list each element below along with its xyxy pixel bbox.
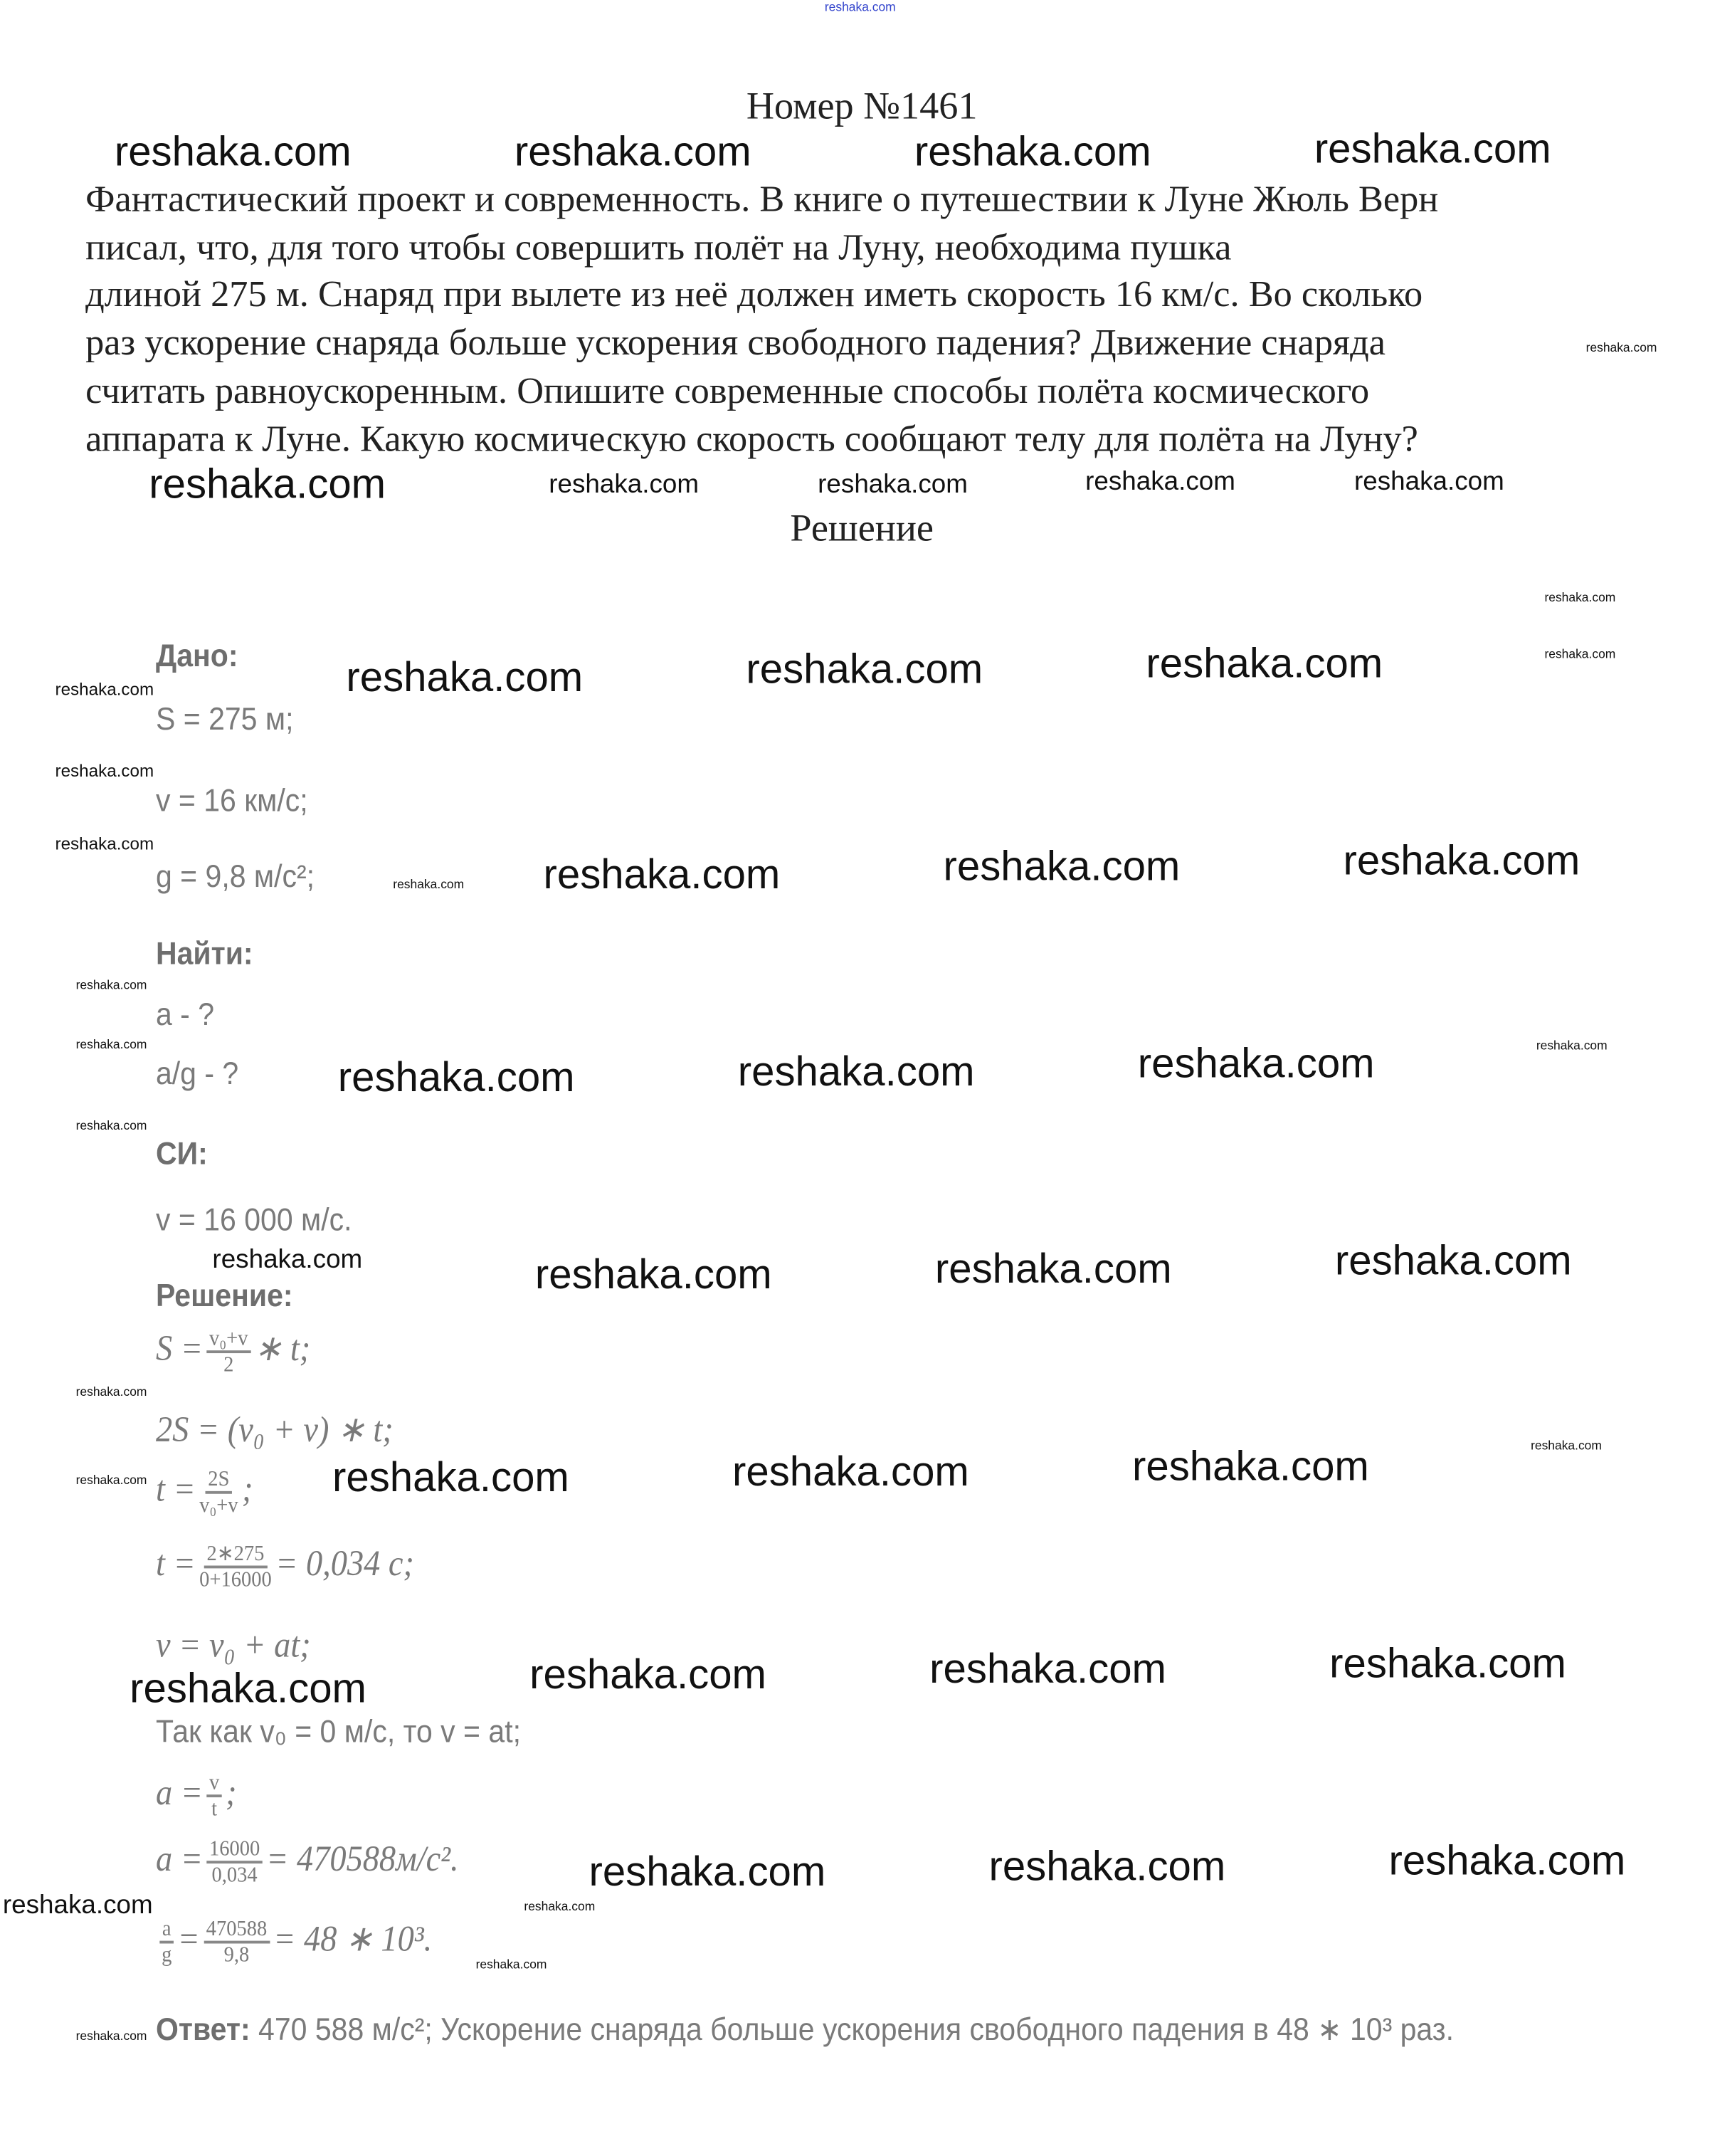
watermark-text: reshaka.com	[914, 130, 1151, 176]
watermark-text: reshaka.com	[1585, 340, 1657, 355]
si-label: СИ:	[155, 1135, 208, 1172]
problem-line: писал, что, для того чтобы совершить полёт на Луну, необходима пушка	[85, 226, 1232, 268]
watermark-text: reshaka.com	[746, 646, 983, 693]
problem-line: считать равноускоренным. Опишите современные способы полёта космического	[85, 369, 1370, 411]
watermark-text: reshaka.com	[393, 877, 465, 891]
answer	[156, 2011, 1454, 2048]
answer-label: Ответ:	[155, 2011, 250, 2047]
watermark-text: reshaka.com	[55, 680, 154, 700]
watermark-text: reshaka.com	[1354, 467, 1504, 497]
watermark-text: reshaka.com	[549, 470, 700, 500]
formula-acceleration-value: a = $\frac{16000}{0,034}$ = 470588м/с².	[155, 1837, 459, 1888]
header-watermark: reshaka.com	[824, 0, 896, 14]
watermark-text: reshaka.com	[55, 761, 154, 781]
watermark-text: reshaka.com	[1544, 646, 1616, 661]
watermark-text: reshaka.com	[514, 130, 751, 176]
find-ratio: a/g - ?	[155, 1055, 239, 1091]
problem-line: раз ускорение снаряда больше ускорения свободного падения? Движение снаряда	[85, 321, 1386, 363]
watermark-text: reshaka.com	[934, 1246, 1172, 1293]
formula-velocity: v = v₀ + at;	[155, 1624, 311, 1666]
watermark-text: reshaka.com	[1343, 838, 1580, 885]
watermark-text: reshaka.com	[475, 1957, 547, 1972]
watermark-text: reshaka.com	[149, 462, 386, 508]
formula-double-distance: 2S = (v₀ + v) ∗ t;	[155, 1409, 394, 1450]
watermark-text: reshaka.com	[1146, 641, 1383, 688]
watermark-text: reshaka.com	[1544, 590, 1616, 604]
problem-line: длиной 275 м. Снаряд при вылете из неё должен иметь скорость 16 км/с. Во сколько	[85, 273, 1423, 315]
watermark-text: reshaka.com	[737, 1049, 975, 1095]
watermark-text: reshaka.com	[589, 1849, 826, 1895]
given-s: S = 275 м;	[155, 700, 294, 737]
formula-time-value: t = $\frac{2∗275}{0+16000}$ = 0,034 с;	[155, 1542, 414, 1592]
watermark-text: reshaka.com	[1132, 1444, 1369, 1490]
problem-line: Фантастический проект и современность. В книге о путешествии к Луне Жюль Верн	[85, 177, 1439, 220]
watermark-text: reshaka.com	[1085, 467, 1235, 497]
watermark-text: reshaka.com	[1137, 1041, 1375, 1088]
watermark-text: reshaka.com	[332, 1455, 569, 1501]
watermark-text: reshaka.com	[988, 1844, 1226, 1890]
solution-label: Решение:	[155, 1277, 293, 1313]
watermark-text: reshaka.com	[114, 130, 352, 176]
si-value: v = 16 000 м/с.	[155, 1201, 352, 1238]
watermark-text: reshaka.com	[943, 843, 1181, 890]
given-g: g = 9,8 м/с²;	[155, 858, 315, 894]
watermark-text: reshaka.com	[1388, 1839, 1626, 1885]
find-a: a - ?	[155, 996, 215, 1032]
page-title: Номер №1461	[746, 85, 978, 129]
answer-text: 470 588 м/с²; Ускорение снаряда больше ускорения свободного падения в 48 ∗ 10³ раз.	[258, 2011, 1454, 2047]
watermark-text: reshaka.com	[75, 977, 147, 992]
problem-line: аппарата к Луне. Какую космическую скорость сообщают телу для полёта на Луну?	[85, 417, 1418, 459]
watermark-text: reshaka.com	[130, 1666, 366, 1712]
watermark-text: reshaka.com	[1334, 1239, 1572, 1285]
watermark-text: reshaka.com	[55, 834, 154, 854]
watermark-text: reshaka.com	[75, 1384, 147, 1399]
formula-note: Так как v₀ = 0 м/с, то v = at;	[155, 1713, 522, 1750]
watermark-text: reshaka.com	[2, 1891, 153, 1920]
watermark-text: reshaka.com	[929, 1646, 1166, 1693]
watermark-text: reshaka.com	[75, 1118, 147, 1133]
watermark-text: reshaka.com	[75, 1473, 147, 1488]
watermark-text: reshaka.com	[1329, 1641, 1566, 1688]
given-v: v = 16 км/с;	[155, 782, 308, 819]
watermark-text: reshaka.com	[818, 470, 968, 500]
watermark-text: reshaka.com	[732, 1449, 969, 1495]
find-label: Найти:	[155, 935, 253, 972]
formula-time: t = $\frac{2S}{\text{v₀+v}}$ ;	[155, 1467, 253, 1518]
watermark-text: reshaka.com	[1314, 127, 1551, 173]
watermark-text: reshaka.com	[524, 1899, 596, 1913]
formula-acceleration: a = $\frac{v}{t}$ ;	[155, 1771, 237, 1821]
watermark-text: reshaka.com	[1536, 1038, 1608, 1053]
formula-ratio: $\frac{a}{g}$ = $\frac{470588}{9,8}$ = 48 ∗ 10³.	[156, 1918, 432, 1967]
watermark-text: reshaka.com	[75, 1037, 147, 1051]
solution-heading: Решение	[790, 508, 934, 551]
formula-distance: S = $\frac{\text{v₀+v}}{2}$ ∗ t;	[155, 1327, 311, 1377]
watermark-text: reshaka.com	[337, 1055, 575, 1101]
watermark-text: reshaka.com	[212, 1245, 363, 1275]
watermark-text: reshaka.com	[346, 655, 584, 701]
problem-text	[85, 175, 1637, 463]
watermark-text: reshaka.com	[543, 852, 781, 898]
watermark-text: reshaka.com	[1531, 1439, 1602, 1453]
watermark-text: reshaka.com	[534, 1252, 772, 1298]
watermark-text: reshaka.com	[75, 2029, 147, 2044]
given-label: Дано:	[155, 637, 238, 673]
watermark-text: reshaka.com	[529, 1652, 766, 1698]
